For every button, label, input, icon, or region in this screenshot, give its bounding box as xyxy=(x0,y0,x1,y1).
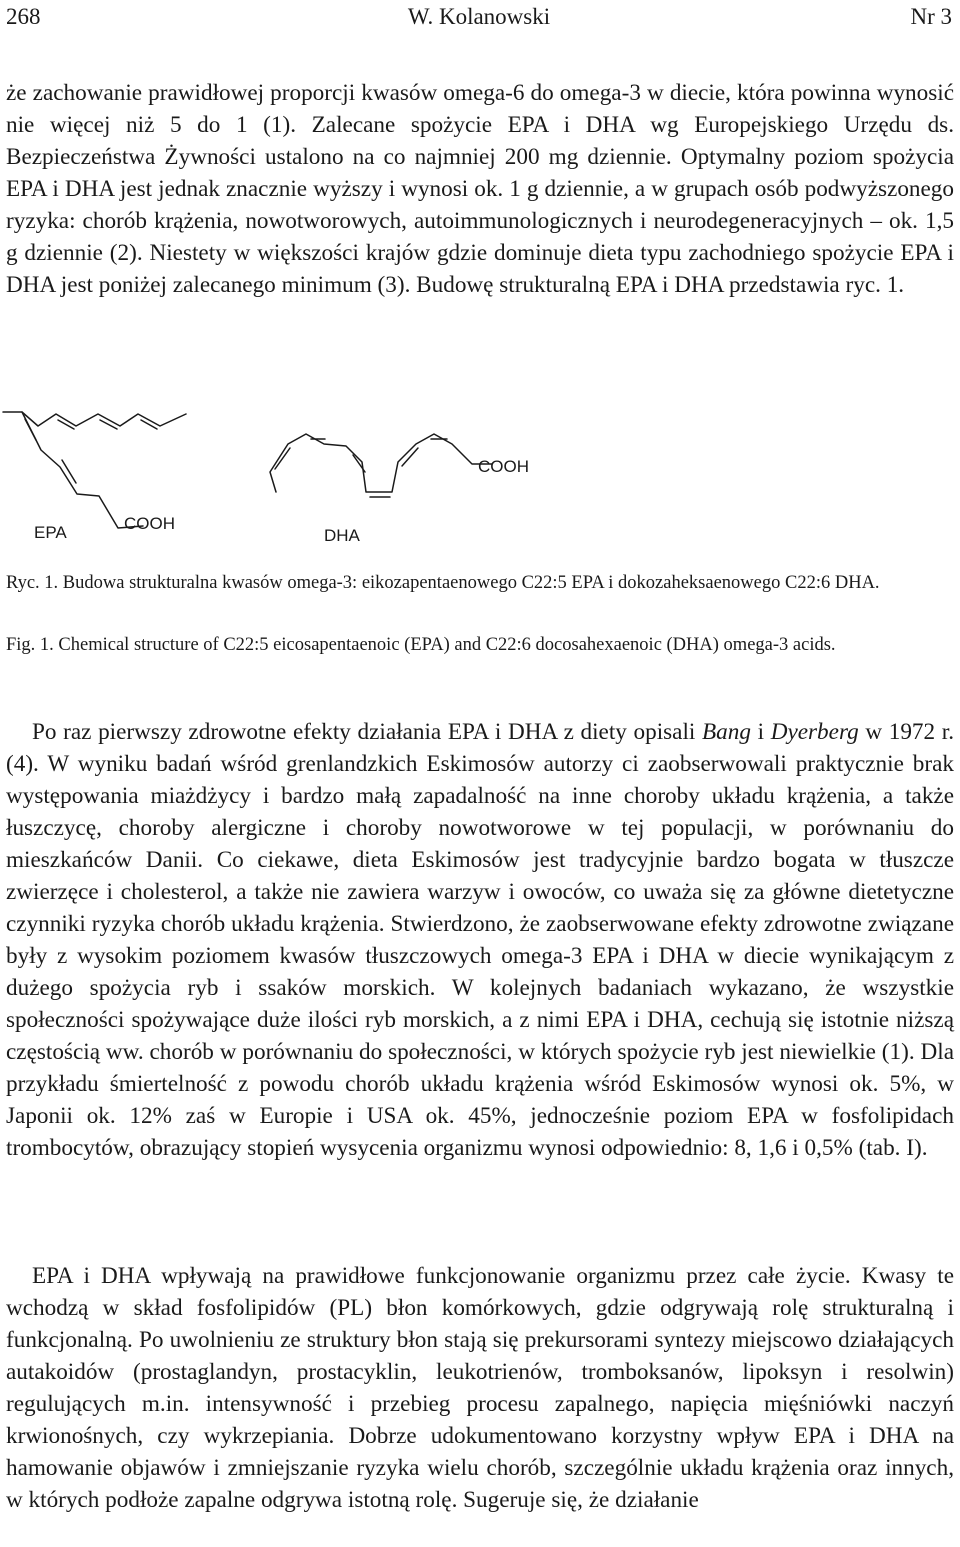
epa-double-bond xyxy=(58,420,74,429)
dha-label: DHA xyxy=(324,526,360,545)
chemical-structures-drawing xyxy=(0,400,600,560)
author-name-dyerberg: Dyerberg xyxy=(770,719,859,745)
running-header xyxy=(6,2,952,32)
running-author: W. Kolanowski xyxy=(407,4,551,29)
dha-cooh-label: COOH xyxy=(478,457,529,476)
epa-double-bond xyxy=(62,460,76,483)
paragraph-2-text-start: Po raz pierwszy zdrowotne efekty działania EPA i DHA z diety opisali xyxy=(32,719,703,745)
epa-cooh-label: COOH xyxy=(124,514,175,533)
paragraph-2-connector: i xyxy=(750,719,771,745)
paragraph-2-text-end: w 1972 r. (4). W wyniku badań wśród grenlandzkich Eskimosów autorzy ci zaobserwowali praktycznie brak występowania miażdżycy i bardzo małą zapadalność na inne choroby układu krążenia, a także łuszczycę, choroby alergiczne i choroby nowotworowe w tej populacji, w porównaniu do mieszkańców Danii. Co ciekawe, dieta Eskimosów jest tradycyjnie bardzo bogata w tłuszcze zwierzęce i cholesterol, a także nie zawiera warzyw i owoców, co uważa się za główne dietetyczne czynniki ryzyka chorób układu krążenia. Stwierdzono, że zaobserwowane efekty zdrowotne związane były z wysokim poziomem kwasów tłuszczowych omega-3 EPA i DHA w diecie wynikającym z dużego spożycia ryb i ssaków morskich. W kolejnych badaniach wykazano, że wszystkie społeczności spożywające duże ilości ryb morskich, a z nimi EPA i DHA, cechują się istotnie niższą częstością ww. chorób w porównaniu do społeczności, w których spożycie ryb jest niewielkie (1). Dla przykładu śmiertelność z powodu chorób układu krążenia wśród Eskimosów wynosi ok. 5%, w Japonii ok. 12% zaś w Europie i USA ok. 45%, jednocześnie poziom EPA w fosfolipidach trombocytów, obrazujący stopień wysycenia organizmu wynosi odpowiednio: 8, 1,6 i 0,5% (tab. I). xyxy=(6,719,954,1161)
dha-double-bond xyxy=(353,455,365,472)
epa-top-chain xyxy=(22,412,186,426)
figure-caption-english: Fig. 1. Chemical structure of C22:5 eicosapentaenoic (EPA) and C22:6 docosahexaenoic (DHA) omega-3 acids. xyxy=(6,635,836,655)
body-paragraph-3: EPA i DHA wpływają na prawidłowe funkcjonowanie organizmu przez całe życie. Kwasy te wchodzą w skład fosfolipidów (PL) błon komórkowych, gdzie odgrywają rolę strukturalną i funkcjonalną. Po uwolnieniu ze struktury błon stają się prekursorami syntezy miejscowo działających autakoidów (prostaglandyn, prostacyklin, leukotrienów, tromboksanów, lipoksyn i resolwin) regulujących m.in. intensywność i przebieg procesu zapalnego, napięcia mięśniówki naczyń krwionośnych, czy wykrzepiania. Dobrze udokumentowano korzystny wpływ EPA i DHA na hamowanie objawów i zmniejszanie ryzyka wielu chorób, szczególnie układu krążenia oraz innych, w których podłoże zapalne odgrywa istotną rolę. Sugeruje się, że działanie xyxy=(6,1263,954,1513)
figure-structures xyxy=(0,400,600,560)
dha-double-bond xyxy=(275,448,290,469)
body-paragraph-2 xyxy=(6,716,954,1164)
page-number: 268 xyxy=(6,4,41,29)
epa-skeleton xyxy=(3,412,143,528)
author-name-bang: Bang xyxy=(702,719,751,745)
epa-label: EPA xyxy=(34,523,67,542)
dha-skeleton xyxy=(270,434,492,492)
body-paragraph-1: że zachowanie prawidłowej proporcji kwasów omega-6 do omega-3 w diecie, która powinna wynosić nie więcej niż 5 do 1 (1). Zalecane spożycie EPA i DHA wg Europejskiego Urzędu ds. Bezpieczeństwa Żywności ustalono na co najmniej 200 mg dziennie. Optymalny poziom spożycia EPA i DHA jest jednak znacznie wyższy i wynosi ok. 1 g dziennie, a w grupach osób podwyższonego ryzyka: chorób krążenia, nowotworowych, autoimmunologicznych i neurodegeneracyjnych – ok. 1,5 g dziennie (2). Niestety w większości krajów gdzie dominuje dieta typu zachodniego spożycie EPA i DHA jest poniżej zalecanego minimum (3). Budowę strukturalną EPA i DHA przedstawia ryc. 1. xyxy=(6,80,954,298)
issue-number: Nr 3 xyxy=(910,4,952,29)
epa-double-bond xyxy=(100,420,117,429)
figure-caption-polish: Ryc. 1. Budowa strukturalna kwasów omega-3: eikozapentaenowego C22:5 EPA i dokozaheksaenowego C22:6 DHA. xyxy=(6,573,880,593)
epa-double-bond xyxy=(141,420,157,429)
